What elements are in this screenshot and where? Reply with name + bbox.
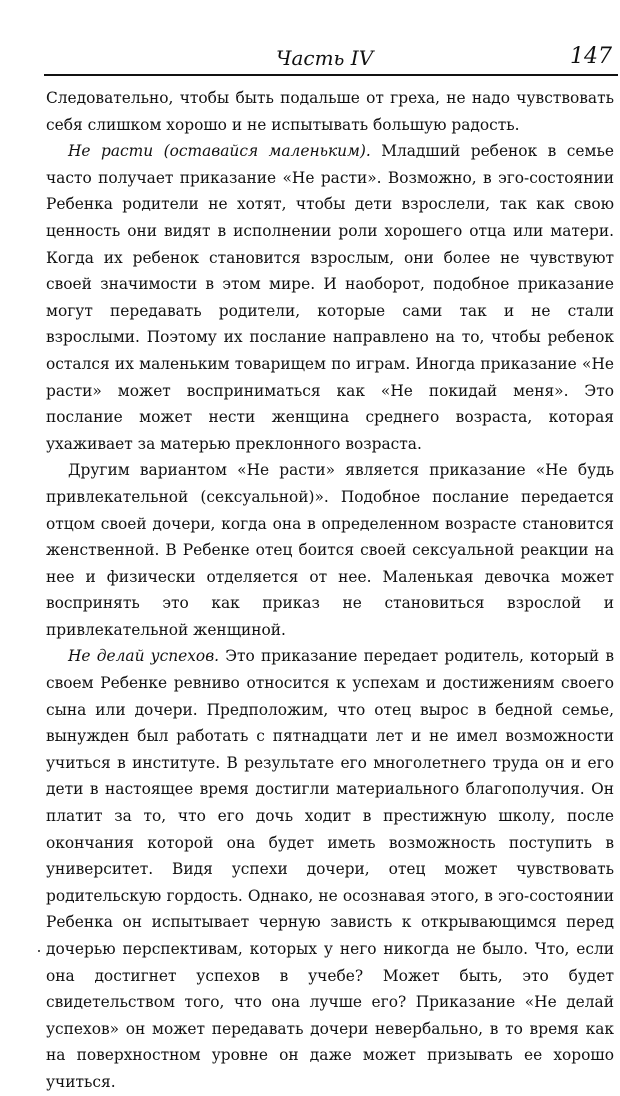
paragraph bbox=[46, 85, 614, 138]
paragraph-lead: Не расти (оставайся маленьким). bbox=[68, 142, 371, 161]
paragraph-text: Это приказание передает родитель, который в своем Ребенке ревниво относится к успехам и достижениям своего сына или дочери. Предположим, что отец вырос в бедной семье, вынужден был работать с пятнадцати лет и не имел возможности учиться в институте. В результате его многолетнего труда он и его дети в настоящее время достигли материального благополучия. Он платит за то, что его дочь ходит в престижную школу, после окончания которой она будет иметь возможность поступить в университет. Видя успехи дочери, отец может чувствовать родительскую гордость. Однако, не осознавая этого, в эго-состоянии Ребенка он испытывает черную зависть к открывающимся перед дочерью перспективам, которых у него никогда не было. Что, если она достигнет успехов в учебе? Может быть, это будет свидетельством того, что она лучше его? Приказание «Не делай успехов» он может передавать дочери невербально, в то время как на поверхностном уровне он даже может призывать ее хорошо учиться. bbox=[46, 647, 614, 1091]
scan-speck bbox=[38, 950, 40, 952]
paragraph bbox=[46, 457, 614, 643]
paragraph-text: Следовательно, чтобы быть подальше от греха, не надо чувствовать себя слишком хорошо и не испытывать большую радость. bbox=[46, 89, 614, 134]
running-header bbox=[44, 40, 618, 76]
page-number: 147 bbox=[570, 44, 612, 69]
paragraph-text: Другим вариантом «Не расти» является приказание «Не будь привлекательной (сексуальной)». Подобное послание передается отцом своей дочери, когда она в определенном возрасте становится женственной. В Ребенке отец боится своей сексуальной реакции на нее и физически отделяется от нее. Маленькая девочка может воспринять это как приказ не становиться взрослой и привлекательной женщиной. bbox=[46, 461, 614, 639]
paragraph bbox=[46, 138, 614, 457]
paragraph-lead: Не делай успехов. bbox=[68, 647, 220, 666]
paragraph bbox=[46, 643, 614, 1095]
paragraph-text: Младший ребенок в семье часто получает приказание «Не расти». Возможно, в эго-состоянии Ребенка родители не хотят, чтобы дети взрослели, так как свою ценность они видят в исполнении роли хорошего отца или матери. Когда их ребенок становится взрослым, они более не чувствуют своей значимости в этом мире. И наоборот, подобное приказание могут передавать родители, которые сами так и не стали взрослыми. Поэтому их послание направлено на то, чтобы ребенок остался их маленьким товарищем по играм. Иногда приказание «Не расти» может восприниматься как «Не покидай меня». Это послание может нести женщина среднего возраста, которая ухаживает за матерью преклонного возраста. bbox=[46, 142, 614, 453]
running-header-title: Часть IV bbox=[276, 46, 374, 70]
body-text bbox=[46, 85, 614, 1096]
